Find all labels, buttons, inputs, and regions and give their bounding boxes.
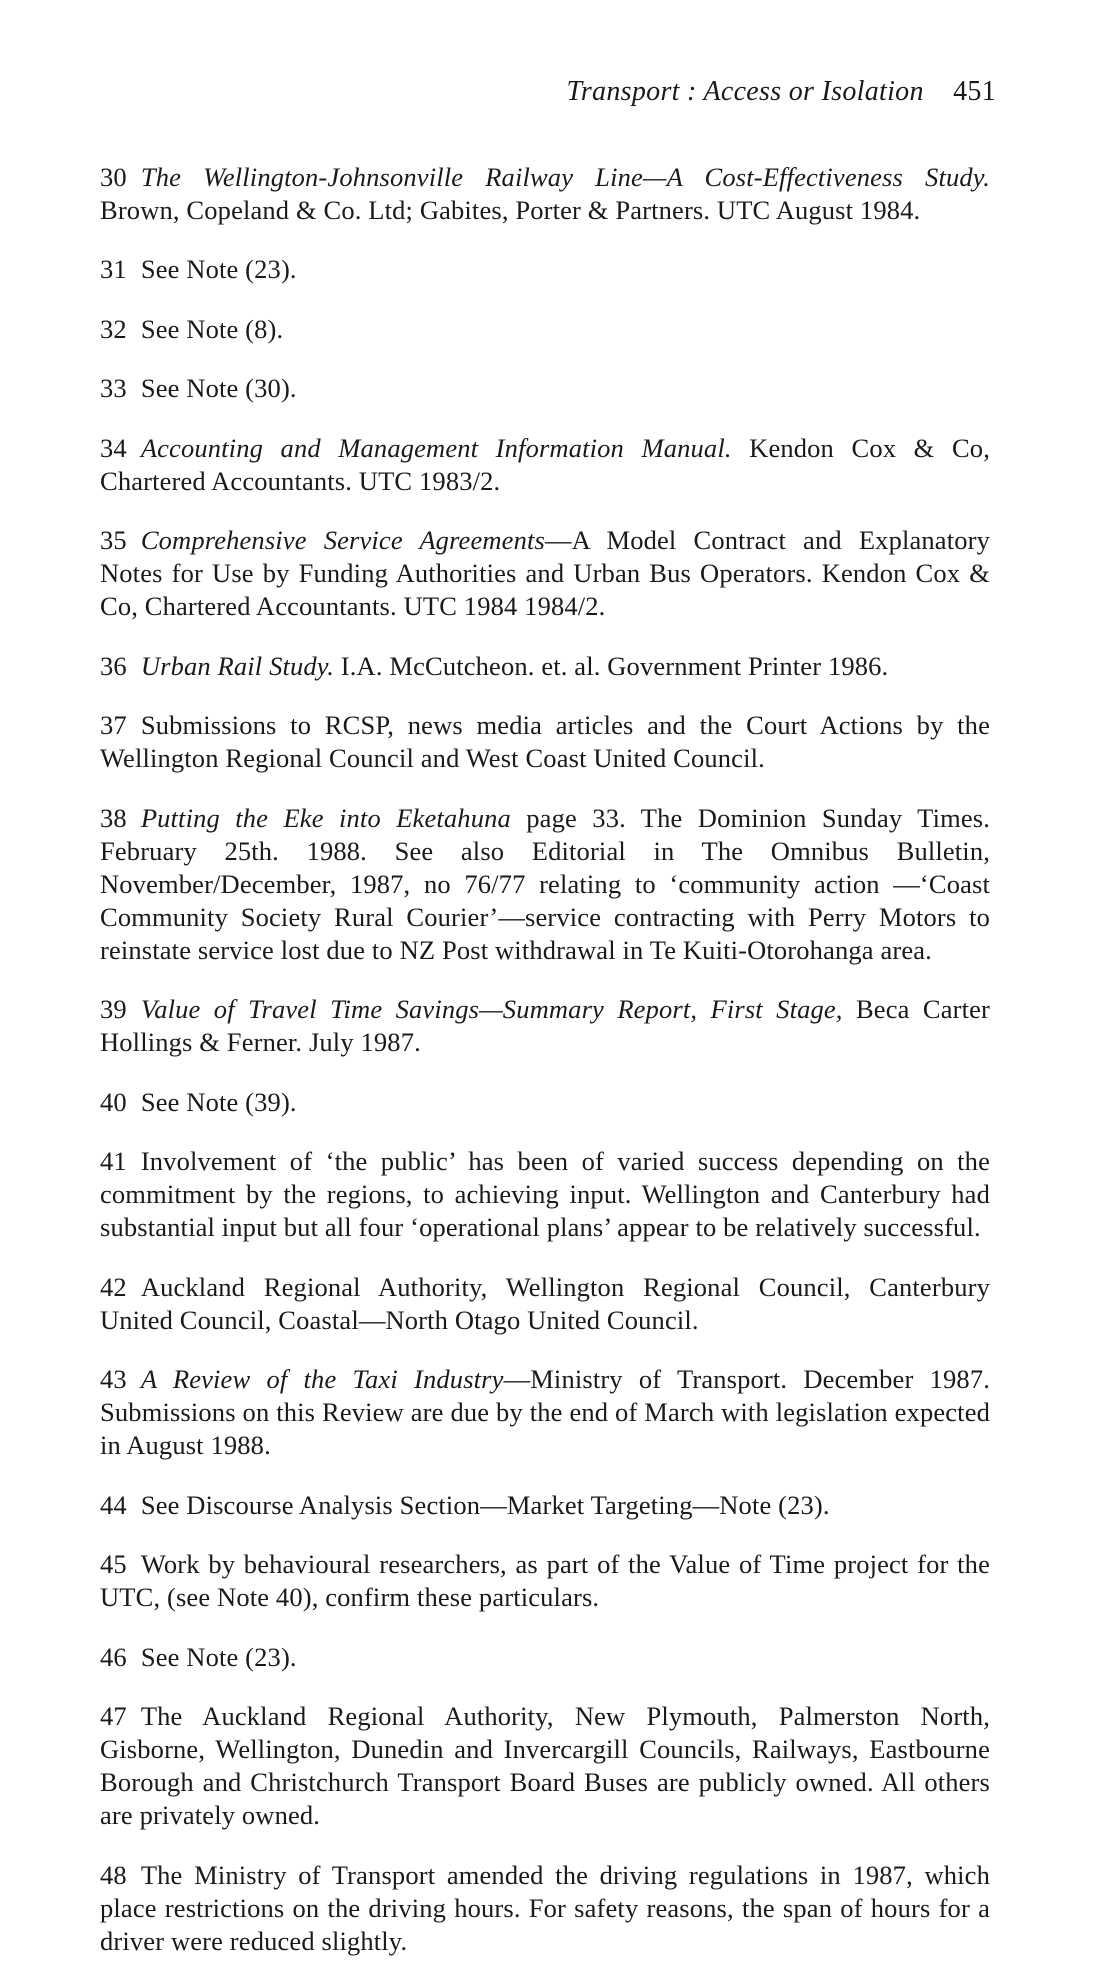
note-text: I.A. McCutcheon. et. al. Government Printer 1986. [334, 650, 889, 681]
note-text: See Note (23). [140, 254, 297, 284]
endnote [100, 1548, 990, 1614]
note-title: Accounting and Management Information Manual. [140, 432, 732, 463]
note-text: page 33. The Dominion Sunday Times. February 25th. 1988. See also Editorial in The Omnibus Bulletin, November/December, 1987, no 76/77 relating to ‘community action —‘Coast Community Society Rural Courier’—service contracting with Perry Motors to reinstate service lost due to NZ Post withdrawal in Te Kuiti-Otorohanga area. [100, 802, 990, 965]
endnote [100, 313, 990, 346]
note-number: 34 [100, 432, 127, 463]
note-title: A Review of the Taxi Industry [140, 1364, 504, 1394]
note-number: 35 [100, 525, 127, 555]
endnotes-list [100, 134, 990, 1968]
note-title: Putting the Eke into Eketahuna [140, 802, 511, 833]
endnote [100, 1859, 990, 1958]
note-title: Value of Travel Time Savings—Summary Report, First Stage, [140, 994, 843, 1024]
page-number: 451 [953, 76, 996, 107]
note-text: —Ministry of Transport. December 1987. Submissions on this Review are due by the end of March with legislation expected in August 1988. [100, 1364, 990, 1460]
note-text: Auckland Regional Authority, Wellington Regional Council, Canterbury United Council, Coastal—North Otago United Council. [100, 1271, 990, 1335]
note-number: 41 [100, 1146, 127, 1176]
note-number: 38 [100, 802, 127, 833]
note-text: See Discourse Analysis Section—Market Targeting—Note (23). [140, 1489, 830, 1520]
endnote [100, 1086, 990, 1119]
note-number: 45 [100, 1549, 127, 1579]
endnote [100, 709, 990, 775]
endnote [100, 253, 990, 286]
running-title: Transport : Access or Isolation [566, 76, 924, 107]
note-number: 37 [100, 710, 127, 740]
note-number: 48 [100, 1859, 127, 1890]
note-title: Comprehensive Service Agreements [140, 525, 545, 555]
endnote [100, 372, 990, 405]
endnote [100, 993, 990, 1059]
endnote [100, 432, 990, 498]
note-text: The Auckland Regional Authority, New Plymouth, Palmerston North, Gisborne, Wellington, Dunedin and Invercargill Councils, Railways, Eastbourne Borough and Christchurch Transport Board Buses are publicly owned. All others are privately owned. [100, 1701, 990, 1830]
note-number: 42 [100, 1271, 127, 1302]
note-text: —A Model Contract and Explanatory Notes for Use by Funding Authorities and Urban Bus Operators. Kendon Cox & Co, Chartered Accountants. UTC 1984 1984/2. [100, 525, 990, 621]
note-text: Submissions to RCSP, news media articles and the Court Actions by the Wellington Regional Council and West Coast United Council. [100, 710, 990, 773]
endnote [100, 1700, 990, 1832]
endnote [100, 1145, 990, 1244]
note-text: Involvement of ‘the public’ has been of varied success depending on the commitment by the regions, to achieving input. Wellington and Canterbury had substantial input but all four ‘operational plans’ appear to be relatively successful. [100, 1146, 990, 1242]
note-text: See Note (8). [140, 313, 284, 344]
note-number: 33 [100, 373, 127, 403]
note-number: 40 [100, 1086, 127, 1117]
endnote [100, 524, 990, 623]
note-text: Beca Carter Hollings & Ferner. July 1987. [100, 994, 990, 1057]
note-text: Kendon Cox & Co, Chartered Accountants. UTC 1983/2. [100, 432, 990, 496]
note-title: Urban Rail Study. [140, 650, 335, 681]
note-text: The Ministry of Transport amended the driving regulations in 1987, which place restrictions on the driving hours. For safety reasons, the span of hours for a driver were reduced slightly. [100, 1859, 990, 1956]
note-number: 44 [100, 1489, 127, 1520]
endnote [100, 802, 990, 967]
note-text: Brown, Copeland & Co. Ltd; Gabites, Porter & Partners. UTC August 1984. [100, 194, 921, 225]
note-number: 32 [100, 313, 127, 344]
note-number: 46 [100, 1641, 127, 1672]
note-number: 31 [100, 254, 127, 284]
endnote [100, 650, 990, 683]
note-text: See Note (39). [140, 1086, 297, 1117]
note-text: See Note (23). [140, 1641, 297, 1672]
note-number: 39 [100, 994, 127, 1024]
note-number: 47 [100, 1701, 127, 1731]
endnote [100, 1641, 990, 1674]
note-number: 36 [100, 650, 127, 681]
endnote [100, 1363, 990, 1462]
note-text: See Note (30). [140, 373, 297, 403]
note-text: Work by behavioural researchers, as part of the Value of Time project for the UTC, (see Note 40), confirm these particulars. [100, 1549, 990, 1612]
endnote [100, 161, 990, 227]
note-title: The Wellington-Johnsonville Railway Line—A Cost-Effectiveness Study. [140, 161, 990, 192]
page-header [567, 76, 996, 108]
note-number: 43 [100, 1364, 127, 1394]
note-number: 30 [100, 161, 127, 192]
endnote [100, 1271, 990, 1337]
endnote [100, 1489, 990, 1522]
